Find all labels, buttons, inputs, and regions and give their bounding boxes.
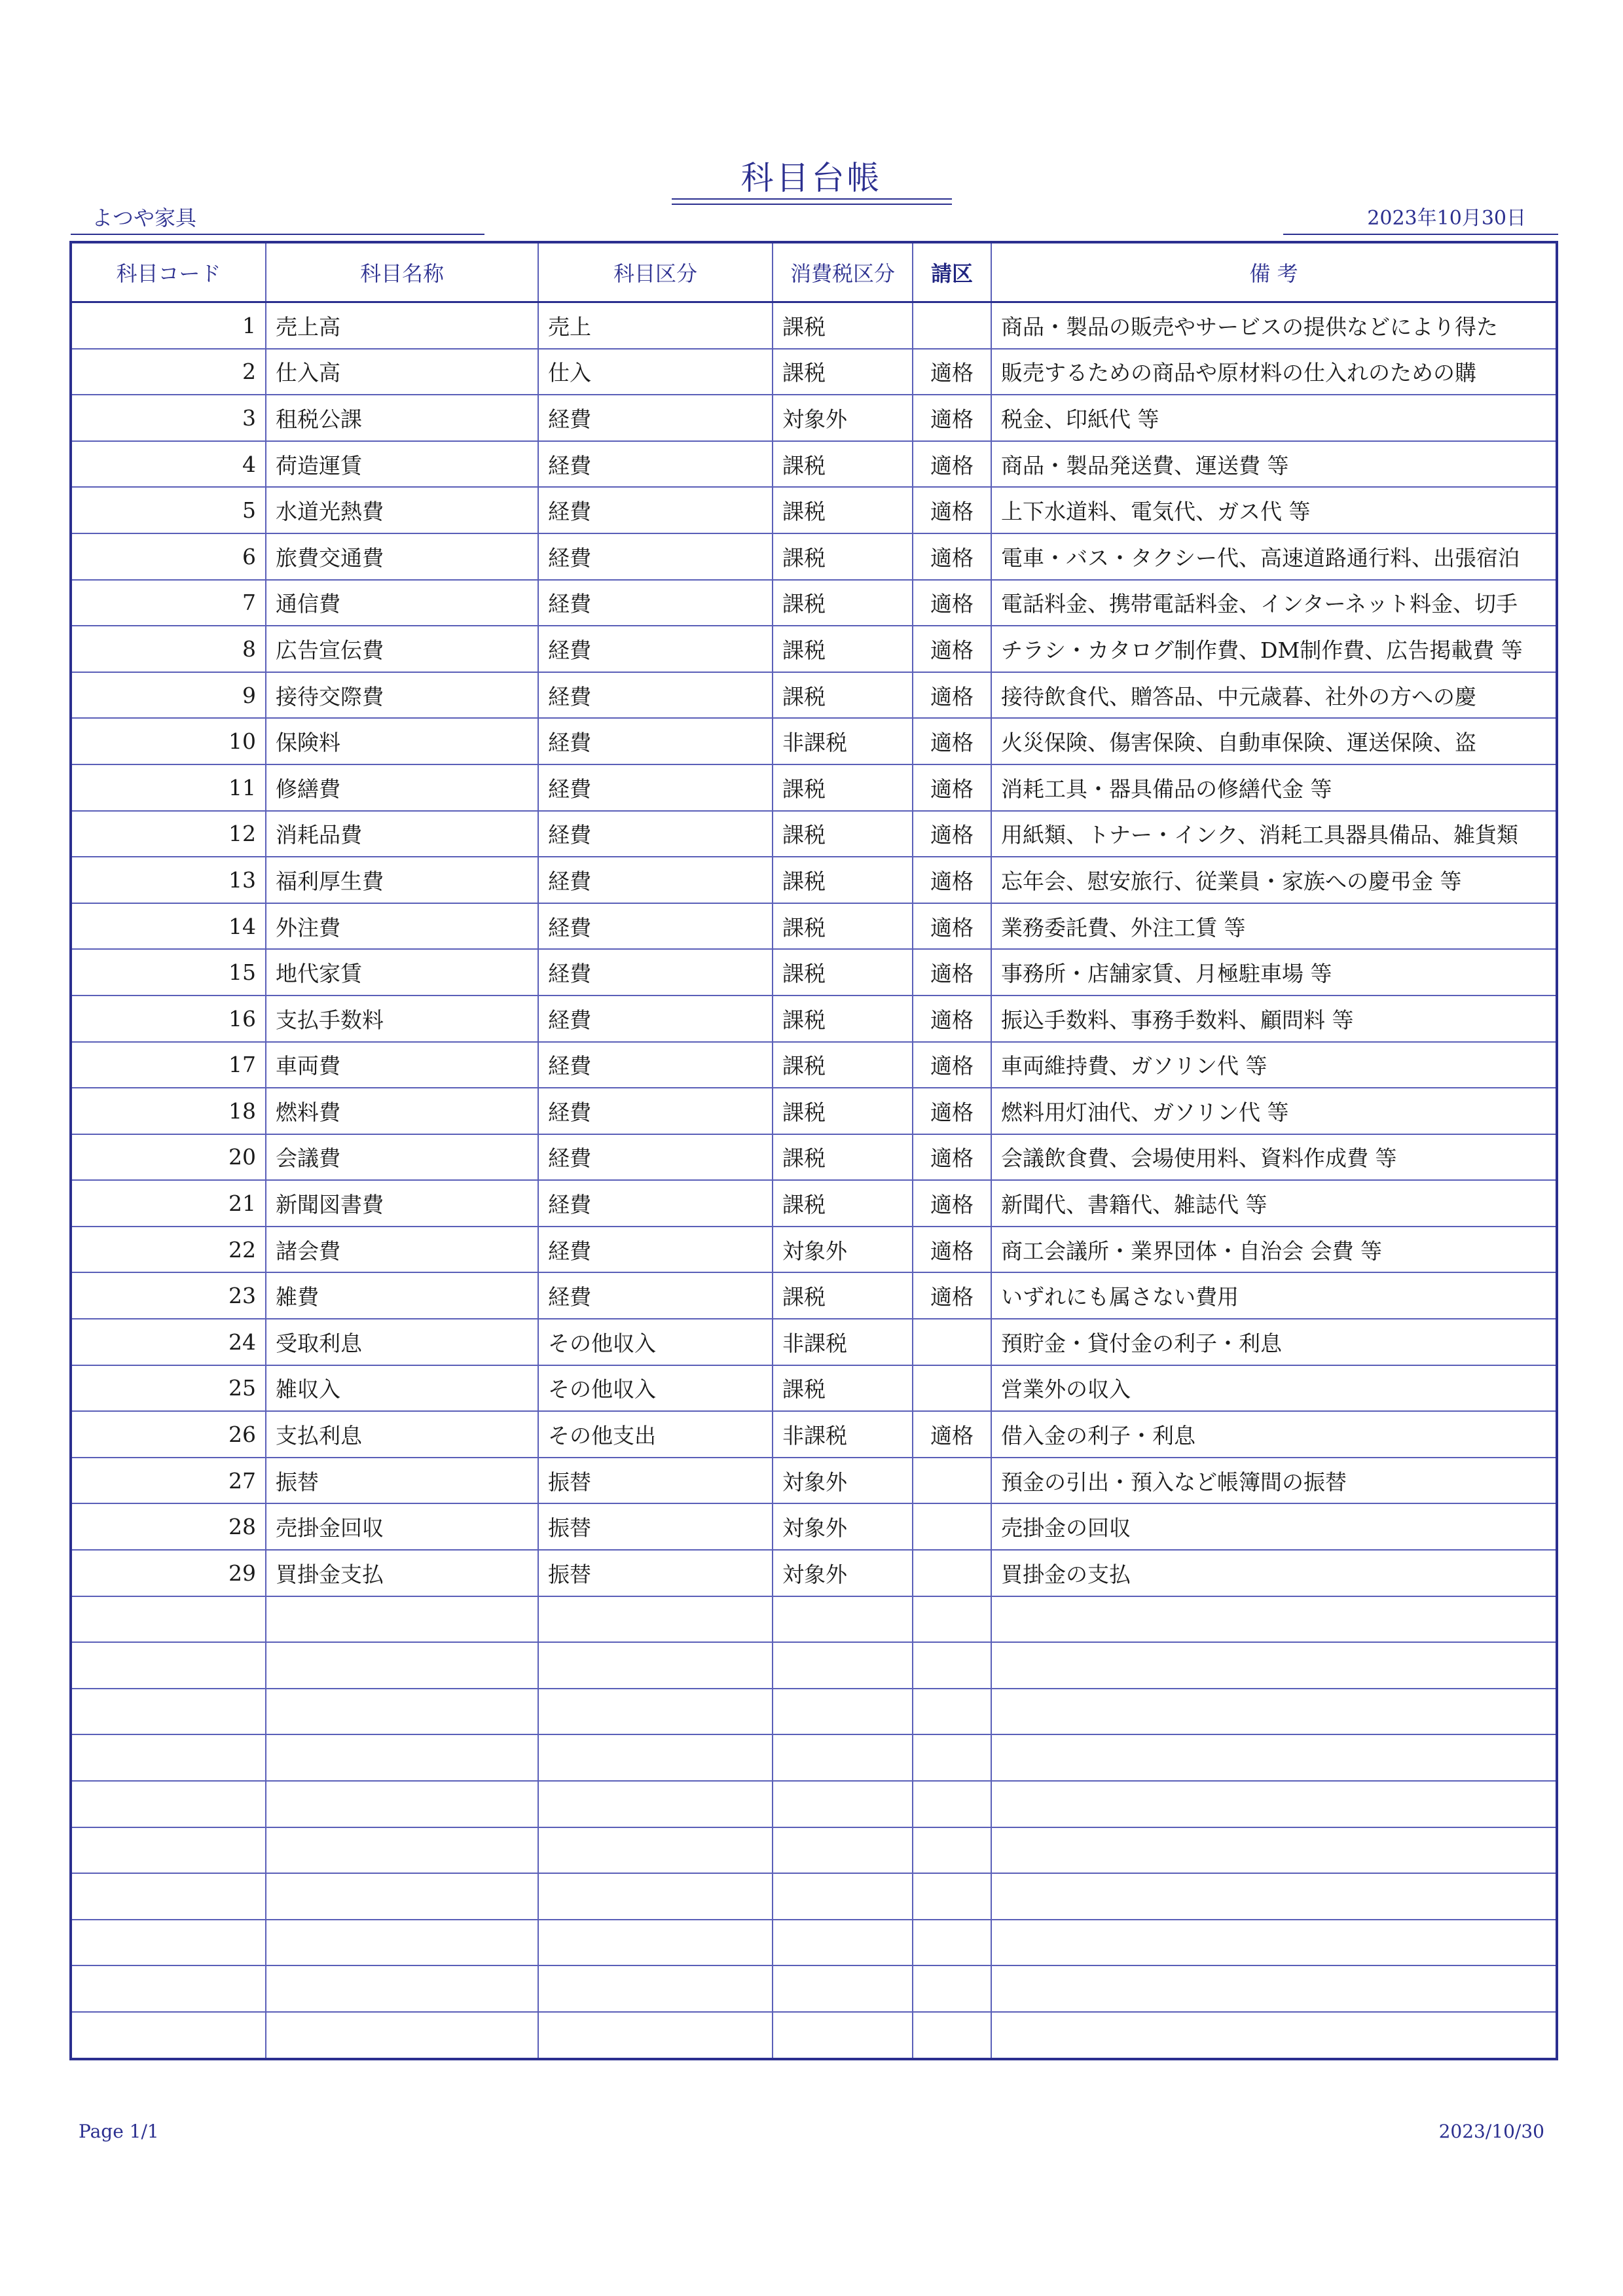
cell-category: 経費 [538,395,773,441]
cell-tax: 課税 [773,1042,913,1088]
cell-invoice: 適格 [913,949,991,996]
table-row [71,672,1557,719]
cell-name: 広告宣伝費 [266,626,538,672]
company-name: よつや家具 [92,206,197,230]
title-underline-second [672,204,952,205]
cell-category: 経費 [538,857,773,903]
cell-tax: 対象外 [773,1458,913,1504]
empty-cell-category [538,1827,773,1874]
table-row [71,1503,1557,1550]
table-row [71,1042,1557,1088]
empty-cell-name [266,1920,538,1966]
cell-category: 経費 [538,533,773,580]
table-row [71,1550,1557,1596]
cell-note: 事務所・店舗家賃、月極駐車場 等 [991,949,1557,996]
cell-invoice: 適格 [913,533,991,580]
cell-invoice [913,1550,991,1596]
cell-name: 接待交際費 [266,672,538,719]
cell-tax: 課税 [773,1365,913,1412]
empty-cell-tax [773,1596,913,1643]
empty-cell-invoice [913,1965,991,2012]
cell-invoice [913,1365,991,1412]
table-row [71,1227,1557,1273]
cell-name: 水道光熱費 [266,487,538,533]
empty-cell-tax [773,1965,913,2012]
cell-invoice [913,302,991,349]
cell-tax: 対象外 [773,395,913,441]
empty-cell-tax [773,1689,913,1735]
page-title: 科目台帳 [740,159,883,197]
cell-name: 雑収入 [266,1365,538,1412]
cell-name: 地代家賃 [266,949,538,996]
cell-note: 借入金の利子・利息 [991,1411,1557,1458]
empty-table-row [71,2012,1557,2059]
cell-name: 会議費 [266,1134,538,1181]
cell-code: 21 [71,1180,266,1227]
cell-tax: 課税 [773,672,913,719]
cell-code: 1 [71,302,266,349]
title-underline [672,198,952,200]
empty-cell-name [266,1873,538,1920]
cell-code: 5 [71,487,266,533]
cell-code: 29 [71,1550,266,1596]
cell-category: 経費 [538,903,773,950]
cell-invoice: 適格 [913,672,991,719]
cell-tax: 非課税 [773,1411,913,1458]
cell-note: 商工会議所・業界団体・自治会 会費 等 [991,1227,1557,1273]
cell-note: 預貯金・貸付金の利子・利息 [991,1319,1557,1365]
cell-code: 3 [71,395,266,441]
cell-name: 売上高 [266,302,538,349]
account-ledger-table [69,241,1558,2060]
cell-name: 消耗品費 [266,811,538,857]
cell-code: 18 [71,1088,266,1134]
cell-invoice [913,1319,991,1365]
table-row [71,718,1557,764]
cell-note: 預金の引出・預入など帳簿間の振替 [991,1458,1557,1504]
cell-invoice: 適格 [913,811,991,857]
cell-name: 新聞図書費 [266,1180,538,1227]
cell-invoice: 適格 [913,1088,991,1134]
column-header-code: 科目コード [71,242,266,302]
empty-table-row [71,1965,1557,2012]
table-row [71,626,1557,672]
cell-invoice: 適格 [913,626,991,672]
cell-invoice: 適格 [913,395,991,441]
cell-name: 保険料 [266,718,538,764]
cell-name: 振替 [266,1458,538,1504]
empty-table-row [71,1781,1557,1827]
cell-tax: 課税 [773,533,913,580]
cell-name: 燃料費 [266,1088,538,1134]
cell-category: 経費 [538,487,773,533]
cell-invoice: 適格 [913,1411,991,1458]
table-row [71,1088,1557,1134]
cell-note: 用紙類、トナー・インク、消耗工具器具備品、雑貨類 [991,811,1557,857]
cell-code: 4 [71,441,266,488]
empty-cell-note [991,1781,1557,1827]
empty-cell-invoice [913,1920,991,1966]
cell-category: 経費 [538,718,773,764]
cell-invoice: 適格 [913,1180,991,1227]
empty-cell-note [991,1734,1557,1781]
cell-code: 8 [71,626,266,672]
cell-tax: 課税 [773,349,913,395]
cell-category: 経費 [538,626,773,672]
empty-cell-invoice [913,1781,991,1827]
cell-category: その他支出 [538,1411,773,1458]
cell-code: 17 [71,1042,266,1088]
empty-cell-tax [773,1781,913,1827]
cell-name: 修繕費 [266,764,538,811]
table-row [71,533,1557,580]
company-underline [71,234,484,235]
empty-cell-name [266,1965,538,2012]
cell-tax: 対象外 [773,1503,913,1550]
empty-cell-code [71,1596,266,1643]
cell-code: 12 [71,811,266,857]
cell-tax: 課税 [773,441,913,488]
cell-name: 買掛金支払 [266,1550,538,1596]
empty-cell-invoice [913,1642,991,1689]
empty-table-row [71,1873,1557,1920]
cell-category: 売上 [538,302,773,349]
page-number: Page 1/1 [79,2121,159,2142]
cell-note: 税金、印紙代 等 [991,395,1557,441]
cell-name: 支払利息 [266,1411,538,1458]
table-row [71,441,1557,488]
cell-code: 9 [71,672,266,719]
column-header-category: 科目区分 [538,242,773,302]
table-row [71,764,1557,811]
cell-tax: 対象外 [773,1227,913,1273]
column-header-invoice: 請区 [913,242,991,302]
cell-invoice [913,1458,991,1504]
empty-table-row [71,1689,1557,1735]
cell-tax: 対象外 [773,1550,913,1596]
cell-category: その他収入 [538,1365,773,1412]
cell-name: 仕入高 [266,349,538,395]
table-row [71,349,1557,395]
table-row [71,395,1557,441]
empty-cell-invoice [913,1873,991,1920]
empty-cell-code [71,2012,266,2059]
table-row [71,1319,1557,1365]
cell-name: 雑費 [266,1272,538,1319]
cell-tax: 課税 [773,1272,913,1319]
date-underline [1283,234,1558,235]
empty-cell-name [266,1781,538,1827]
empty-cell-category [538,1734,773,1781]
table-row [71,857,1557,903]
empty-cell-note [991,1873,1557,1920]
table-row [71,487,1557,533]
empty-cell-note [991,1965,1557,2012]
cell-note: 営業外の収入 [991,1365,1557,1412]
cell-tax: 課税 [773,1180,913,1227]
cell-note: 上下水道料、電気代、ガス代 等 [991,487,1557,533]
table-header-row [71,242,1557,302]
cell-note: 火災保険、傷害保険、自動車保険、運送保険、盗 [991,718,1557,764]
empty-cell-code [71,1781,266,1827]
cell-category: 経費 [538,441,773,488]
cell-note: 新聞代、書籍代、雑誌代 等 [991,1180,1557,1227]
table-row [71,949,1557,996]
cell-category: 経費 [538,764,773,811]
cell-name: 通信費 [266,580,538,626]
empty-cell-tax [773,1920,913,1966]
empty-table-row [71,1642,1557,1689]
cell-code: 11 [71,764,266,811]
cell-note: チラシ・カタログ制作費、DM制作費、広告掲載費 等 [991,626,1557,672]
empty-cell-invoice [913,1734,991,1781]
cell-category: 経費 [538,996,773,1042]
cell-code: 7 [71,580,266,626]
cell-code: 20 [71,1134,266,1181]
empty-cell-category [538,1920,773,1966]
empty-cell-category [538,1781,773,1827]
cell-note: 販売するための商品や原材料の仕入れのための購 [991,349,1557,395]
table-row [71,1365,1557,1412]
cell-invoice: 適格 [913,487,991,533]
cell-name: 福利厚生費 [266,857,538,903]
cell-tax: 非課税 [773,1319,913,1365]
cell-code: 14 [71,903,266,950]
cell-code: 22 [71,1227,266,1273]
empty-table-row [71,1920,1557,1966]
empty-cell-invoice [913,1827,991,1874]
document-date: 2023年10月30日 [1367,207,1526,230]
cell-name: 外注費 [266,903,538,950]
cell-note: 忘年会、慰安旅行、従業員・家族への慶弔金 等 [991,857,1557,903]
cell-code: 23 [71,1272,266,1319]
empty-cell-code [71,1965,266,2012]
cell-note: 電車・バス・タクシー代、高速道路通行料、出張宿泊 [991,533,1557,580]
empty-cell-tax [773,1827,913,1874]
empty-cell-note [991,1642,1557,1689]
empty-cell-code [71,1642,266,1689]
cell-category: 振替 [538,1550,773,1596]
cell-category: 仕入 [538,349,773,395]
cell-name: 車両費 [266,1042,538,1088]
empty-cell-invoice [913,2012,991,2059]
table-row [71,811,1557,857]
cell-note: 売掛金の回収 [991,1503,1557,1550]
table-row [71,1134,1557,1181]
empty-cell-category [538,1873,773,1920]
empty-cell-name [266,1827,538,1874]
cell-tax: 課税 [773,487,913,533]
table-row [71,302,1557,349]
empty-cell-note [991,1827,1557,1874]
cell-code: 13 [71,857,266,903]
empty-cell-name [266,1642,538,1689]
cell-name: 租税公課 [266,395,538,441]
cell-category: 経費 [538,1180,773,1227]
cell-code: 28 [71,1503,266,1550]
cell-note: 接待飲食代、贈答品、中元歳暮、社外の方への慶 [991,672,1557,719]
table-row [71,1272,1557,1319]
cell-code: 15 [71,949,266,996]
cell-tax: 課税 [773,903,913,950]
cell-note: 買掛金の支払 [991,1550,1557,1596]
cell-code: 10 [71,718,266,764]
empty-table-row [71,1827,1557,1874]
empty-cell-code [71,1734,266,1781]
cell-category: 経費 [538,1272,773,1319]
empty-cell-name [266,1596,538,1643]
cell-invoice: 適格 [913,1042,991,1088]
cell-invoice: 適格 [913,764,991,811]
cell-category: 経費 [538,1042,773,1088]
cell-category: その他収入 [538,1319,773,1365]
cell-note: 燃料用灯油代、ガソリン代 等 [991,1088,1557,1134]
empty-cell-note [991,1596,1557,1643]
cell-code: 24 [71,1319,266,1365]
cell-code: 6 [71,533,266,580]
cell-note: いずれにも属さない費用 [991,1272,1557,1319]
empty-cell-code [71,1689,266,1735]
cell-note: 業務委託費、外注工賃 等 [991,903,1557,950]
empty-cell-name [266,2012,538,2059]
empty-cell-invoice [913,1689,991,1735]
empty-cell-tax [773,2012,913,2059]
table-row [71,1180,1557,1227]
cell-note: 商品・製品の販売やサービスの提供などにより得た [991,302,1557,349]
cell-category: 振替 [538,1503,773,1550]
cell-tax: 非課税 [773,718,913,764]
cell-tax: 課税 [773,949,913,996]
empty-table-row [71,1596,1557,1643]
cell-invoice: 適格 [913,903,991,950]
table-body [71,302,1557,2059]
cell-name: 旅費交通費 [266,533,538,580]
cell-note: 振込手数料、事務手数料、顧問料 等 [991,996,1557,1042]
cell-invoice: 適格 [913,718,991,764]
cell-invoice: 適格 [913,1272,991,1319]
cell-note: 消耗工具・器具備品の修繕代金 等 [991,764,1557,811]
cell-name: 売掛金回収 [266,1503,538,1550]
empty-cell-invoice [913,1596,991,1643]
cell-invoice: 適格 [913,349,991,395]
cell-category: 経費 [538,949,773,996]
cell-category: 経費 [538,811,773,857]
cell-note: 電話料金、携帯電話料金、インターネット料金、切手 [991,580,1557,626]
cell-tax: 課税 [773,302,913,349]
cell-note: 車両維持費、ガソリン代 等 [991,1042,1557,1088]
empty-cell-category [538,1642,773,1689]
table-row [71,580,1557,626]
empty-cell-category [538,1596,773,1643]
cell-code: 16 [71,996,266,1042]
footer-date: 2023/10/30 [1438,2121,1544,2142]
cell-invoice: 適格 [913,1227,991,1273]
cell-tax: 課税 [773,1134,913,1181]
cell-name: 荷造運賃 [266,441,538,488]
column-header-tax: 消費税区分 [773,242,913,302]
cell-name: 諸会費 [266,1227,538,1273]
cell-invoice: 適格 [913,857,991,903]
cell-category: 経費 [538,672,773,719]
cell-tax: 課税 [773,626,913,672]
cell-code: 25 [71,1365,266,1412]
cell-invoice: 適格 [913,580,991,626]
cell-tax: 課税 [773,580,913,626]
empty-cell-code [71,1873,266,1920]
empty-table-row [71,1734,1557,1781]
empty-cell-category [538,2012,773,2059]
column-header-name: 科目名称 [266,242,538,302]
cell-code: 2 [71,349,266,395]
cell-category: 経費 [538,1088,773,1134]
empty-cell-tax [773,1734,913,1781]
table-row [71,996,1557,1042]
cell-tax: 課税 [773,811,913,857]
cell-tax: 課税 [773,996,913,1042]
empty-cell-category [538,1689,773,1735]
cell-category: 経費 [538,580,773,626]
cell-code: 26 [71,1411,266,1458]
empty-cell-note [991,1920,1557,1966]
cell-tax: 課税 [773,764,913,811]
cell-category: 経費 [538,1134,773,1181]
empty-cell-name [266,1734,538,1781]
cell-invoice [913,1503,991,1550]
column-header-note: 備 考 [991,242,1557,302]
cell-category: 振替 [538,1458,773,1504]
empty-cell-tax [773,1642,913,1689]
table-row [71,1411,1557,1458]
empty-cell-code [71,1827,266,1874]
cell-invoice: 適格 [913,996,991,1042]
cell-invoice: 適格 [913,1134,991,1181]
cell-code: 27 [71,1458,266,1504]
cell-tax: 課税 [773,1088,913,1134]
empty-cell-code [71,1920,266,1966]
cell-name: 受取利息 [266,1319,538,1365]
empty-cell-category [538,1965,773,2012]
empty-cell-name [266,1689,538,1735]
cell-invoice: 適格 [913,441,991,488]
cell-note: 会議飲食費、会場使用料、資料作成費 等 [991,1134,1557,1181]
cell-name: 支払手数料 [266,996,538,1042]
cell-category: 経費 [538,1227,773,1273]
cell-tax: 課税 [773,857,913,903]
cell-note: 商品・製品発送費、運送費 等 [991,441,1557,488]
table-row [71,1458,1557,1504]
empty-cell-tax [773,1873,913,1920]
table-row [71,903,1557,950]
empty-cell-note [991,1689,1557,1735]
empty-cell-note [991,2012,1557,2059]
